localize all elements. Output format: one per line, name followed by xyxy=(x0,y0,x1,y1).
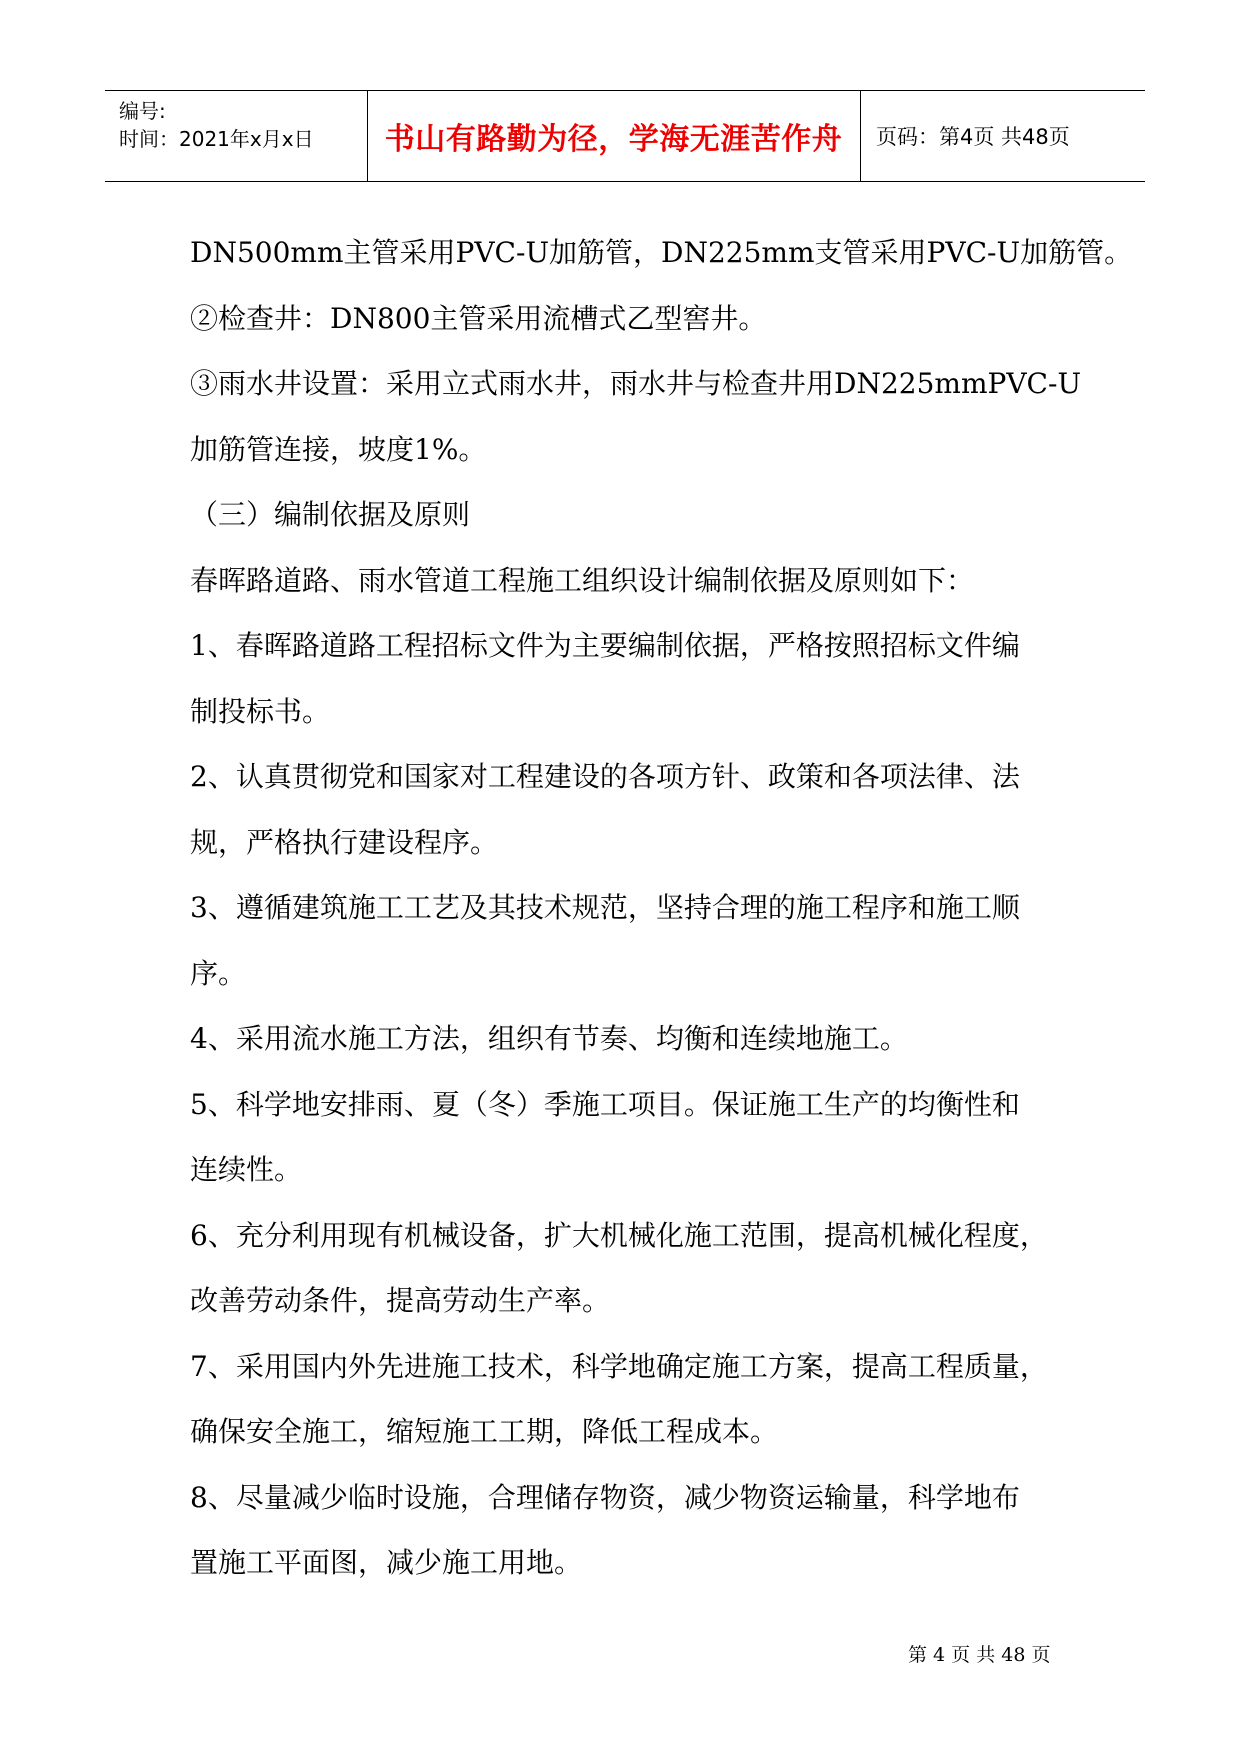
time-label: 时间：2021年x月x日 xyxy=(119,127,314,151)
body-line: 8、尽量减少临时设施，合理储存物资，减少物资运输量，科学地布 xyxy=(190,1480,1020,1514)
body-line: 置施工平面图，减少施工用地。 xyxy=(190,1546,583,1579)
body-line: 6、充分利用现有机械设备，扩大机械化施工范围，提高机械化程度， xyxy=(190,1218,1048,1252)
body-line: 加筋管连接，坡度1%。 xyxy=(190,432,487,466)
number-label: 编号: xyxy=(119,99,166,123)
body-line: 连续性。 xyxy=(190,1153,303,1186)
body-line: 5、科学地安排雨、夏（冬）季施工项目。保证施工生产的均衡性和 xyxy=(190,1087,1020,1121)
page-footer: 第 4 页 共 48 页 xyxy=(908,1644,1051,1666)
body-line: ②检查井：DN800主管采用流槽式乙型窖井。 xyxy=(190,301,767,335)
body-line: 序。 xyxy=(190,956,247,990)
header-meta xyxy=(119,97,314,153)
body-line: DN500mm主管采用PVC-U加筋管，DN225mm支管采用PVC-U加筋管。 xyxy=(190,236,1133,269)
body-line: 1、春晖路道路工程招标文件为主要编制依据，严格按照招标文件编 xyxy=(190,629,1020,662)
body-line: 2、认真贯彻党和国家对工程建设的各项方针、政策和各项法律、法 xyxy=(190,760,1020,793)
body-line: 规，严格执行建设程序。 xyxy=(190,825,499,859)
body-line: 制投标书。 xyxy=(190,694,331,728)
body-line: ③雨水井设置：采用立式雨水井，雨水井与检查井用DN225mmPVC-U xyxy=(190,367,1082,400)
header-page-info: 页码：第4页 共48页 xyxy=(876,125,1070,149)
header-motto: 书山有路勤为径，学海无涯苦作舟 xyxy=(384,122,843,157)
body-line: 3、遵循建筑施工工艺及其技术规范，坚持合理的施工程序和施工顺 xyxy=(190,891,1020,924)
page-header xyxy=(105,90,1145,182)
body-line: 春晖路道路、雨水管道工程施工组织设计编制依据及原则如下： xyxy=(190,563,975,597)
body-line: 4、采用流水施工方法，组织有节奏、均衡和连续地施工。 xyxy=(190,1022,908,1055)
section-heading: （三）编制依据及原则 xyxy=(190,498,471,531)
body-line: 改善劳动条件，提高劳动生产率。 xyxy=(190,1284,611,1317)
document-body xyxy=(190,220,1133,1596)
body-line: 确保安全施工，缩短施工工期，降低工程成本。 xyxy=(190,1415,779,1448)
body-line: 7、采用国内外先进施工技术，科学地确定施工方案，提高工程质量， xyxy=(190,1349,1048,1383)
